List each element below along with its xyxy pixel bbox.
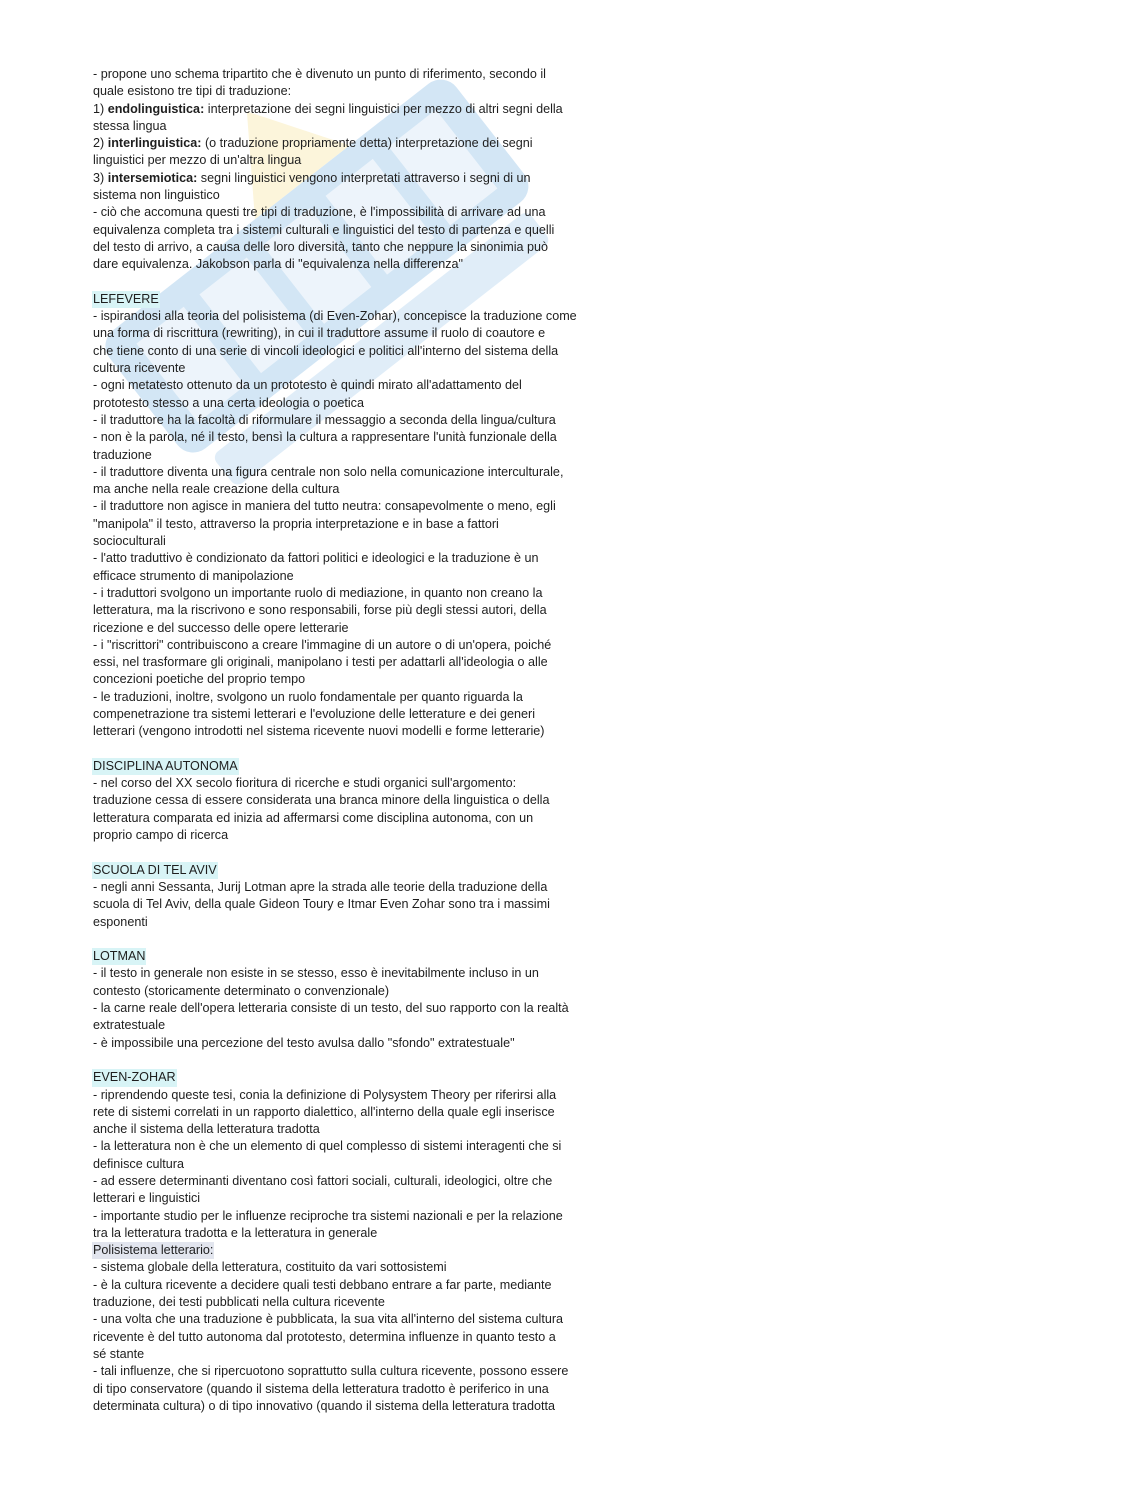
list-number: 2) — [93, 136, 108, 151]
text-line: sé stante — [93, 1346, 145, 1361]
text-line: proprio campo di ricerca — [93, 828, 229, 843]
list-item-endolinguistica — [93, 101, 603, 118]
list-number: 3) — [93, 170, 108, 185]
text-line: - il traduttore diventa una figura centrale non solo nella comunicazione interculturale, — [93, 464, 564, 479]
section-lotman — [93, 948, 603, 1052]
text-span: (o traduzione propriamente detta) interpretazione dei segni — [201, 136, 533, 151]
text-line: letteratura, ma la riscrivono e sono responsabili, forse più degli stessi autori, della — [93, 603, 547, 618]
section-body — [93, 308, 603, 740]
text-line: - i "riscrittori" contribuiscono a creare l'immagine di un autore o di un'opera, poiché — [93, 637, 552, 652]
text-line: socioculturali — [93, 534, 166, 549]
text-line: di tipo conservatore (quando il sistema della letteratura tradotto è periferico in una — [93, 1381, 549, 1396]
text-span: segni linguistici vengono interpretati attraverso i segni di un — [197, 170, 531, 185]
section-body — [93, 879, 603, 931]
text-line: traduzione, dei testi pubblicati nella cultura ricevente — [93, 1295, 385, 1310]
text-line: sistema non linguistico — [93, 188, 220, 203]
text-line: letteratura comparata ed inizia ad affermarsi come disciplina autonoma, con un — [93, 810, 534, 825]
section-disciplina-autonoma — [93, 758, 603, 844]
term-endolinguistica: endolinguistica: — [107, 101, 205, 116]
text-line: una forma di riscrittura (rewriting), in cui il traduttore assume il ruolo di coautore e — [93, 326, 546, 341]
text-line: concezioni poetiche del proprio tempo — [93, 672, 306, 687]
text-line: essi, nel trasformare gli originali, manipolano i testi per adattarli all'ideologia o alle — [93, 655, 548, 670]
text-line: - il testo in generale non esiste in se stesso, esso è inevitabilmente incluso in un — [93, 966, 539, 981]
section-even-zohar — [93, 1069, 603, 1415]
text-line: - importante studio per le influenze reciproche tra sistemi nazionali e per la relazione — [93, 1208, 563, 1223]
section-heading: LOTMAN — [92, 948, 146, 965]
subsection-body — [93, 1259, 603, 1415]
text-line: - è la cultura ricevente a decidere quali testi debbano entrare a far parte, mediante — [93, 1277, 552, 1292]
text-line: - ispirandosi alla teoria del polisistema (di Even-Zohar), concepisce la traduzione come — [93, 309, 577, 324]
text-line: definisce cultura — [93, 1156, 185, 1171]
text-line: "manipola" il testo, attraverso la propria interpretazione e in base a fattori — [93, 516, 499, 531]
section-body — [93, 1087, 603, 1243]
text-line: anche il sistema della letteratura tradotta — [93, 1122, 320, 1137]
text-line: - non è la parola, né il testo, bensì la cultura a rappresentare l'unità funzionale della — [93, 430, 557, 445]
text-line: - sistema globale della letteratura, costituito da vari sottosistemi — [93, 1260, 447, 1275]
text-line: linguistici per mezzo di un'altra lingua — [93, 153, 302, 168]
text-line: - ogni metatesto ottenuto da un prototesto è quindi mirato all'adattamento del — [93, 378, 522, 393]
text-line: ma anche nella reale creazione della cultura — [93, 482, 340, 497]
text-line: - i traduttori svolgono un importante ruolo di mediazione, in quanto non creano la — [93, 585, 543, 600]
text-line: dare equivalenza. Jakobson parla di "equivalenza nella differenza" — [93, 257, 463, 272]
text-line: - ad essere determinanti diventano così fattori sociali, culturali, ideologici, oltre che — [93, 1174, 553, 1188]
text-line: - la letteratura non è che un elemento di quel complesso di sistemi interagenti che si — [93, 1139, 562, 1154]
text-span: interpretazione dei segni linguistici per mezzo di altri segni della — [204, 101, 563, 116]
text-line: - nel corso del XX secolo fioritura di ricerche e studi organici sull'argomento: — [93, 776, 517, 791]
text-line: - ciò che accomuna questi tre tipi di traduzione, è l'impossibilità di arrivare ad una — [93, 205, 546, 220]
section-scuola-tel-aviv — [93, 862, 603, 931]
text-line: tra la letteratura tradotta e la letteratura in generale — [93, 1225, 378, 1240]
text-line: del testo di arrivo, a causa delle loro diversità, tanto che neppure la sinonimia può — [93, 239, 549, 254]
list-item-interlinguistica — [93, 135, 603, 152]
term-intersemiotica: intersemiotica: — [107, 170, 198, 185]
list-number: 1) — [93, 101, 108, 116]
text-line: traduzione cessa di essere considerata una branca minore della linguistica o della — [93, 793, 550, 808]
text-line: - la carne reale dell'opera letteraria consiste di un testo, del suo rapporto con la realtà — [93, 1001, 569, 1016]
text-line: - tali influenze, che si ripercuotono soprattutto sulla cultura ricevente, possono essere — [93, 1364, 569, 1379]
section-body — [93, 775, 603, 844]
text-line: - una volta che una traduzione è pubblicata, la sua vita all'interno del sistema cultura — [93, 1312, 564, 1327]
text-line: - l'atto traduttivo è condizionato da fattori politici e ideologici e la traduzione è un — [93, 551, 539, 566]
section-heading: LEFEVERE — [92, 291, 160, 308]
text-line: - le traduzioni, inoltre, svolgono un ruolo fondamentale per quanto riguarda la — [93, 689, 523, 704]
text-line: stessa lingua — [93, 118, 167, 133]
text-line: - il traduttore ha la facoltà di riformulare il messaggio a seconda della lingua/cultura — [93, 412, 556, 427]
text-line: extratestuale — [93, 1018, 166, 1033]
text-line: compenetrazione tra sistemi letterari e l'evoluzione delle letterature e dei generi — [93, 706, 536, 721]
text-line: che tiene conto di una serie di vincoli ideologici e politici all'interno del sistema della — [93, 343, 559, 358]
text-line: ricezione e del successo delle opere letterarie — [93, 620, 349, 635]
section-heading: EVEN-ZOHAR — [92, 1069, 177, 1086]
text-line: - il traduttore non agisce in maniera del tutto neutra: consapevolmente o meno, egli — [93, 499, 556, 514]
text-line: prototesto stesso a una certa ideologia o poetica — [93, 395, 364, 410]
section-heading: SCUOLA DI TEL AVIV — [92, 862, 218, 879]
text-line: traduzione — [93, 447, 152, 462]
text-line: contesto (storicamente determinato o convenzionale) — [93, 983, 390, 998]
term-interlinguistica: interlinguistica: — [107, 136, 202, 151]
text-line: letterari (vengono introdotti nel sistema ricevente nuovi modelli e forme letterarie) — [93, 724, 545, 739]
text-line: ricevente è del tutto autonoma dal prototesto, determina influenze in quanto testo a — [93, 1329, 556, 1344]
section-heading: DISCIPLINA AUTONOMA — [92, 758, 239, 775]
section-body — [93, 965, 603, 1051]
intro-section — [93, 66, 603, 274]
text-line: - negli anni Sessanta, Jurij Lotman apre la strada alle teorie della traduzione della — [93, 879, 548, 894]
text-line: determinata cultura) o di tipo innovativo (quando il sistema della letteratura tradotta — [93, 1398, 556, 1413]
text-line: rete di sistemi correlati in un rapporto dialettico, all'interno della quale egli inserisce — [93, 1104, 555, 1119]
text-line: letterari e linguistici — [93, 1191, 201, 1206]
text-line: scuola di Tel Aviv, della quale Gideon Toury e Itmar Even Zohar sono tra i massimi — [93, 897, 550, 912]
text-line: cultura ricevente — [93, 361, 186, 376]
section-lefevere — [93, 291, 603, 741]
text-line: - riprendendo queste tesi, conia la definizione di Polysystem Theory per riferirsi alla — [93, 1087, 557, 1102]
text-line: equivalenza completa tra i sistemi culturali e linguistici del testo di partenza e quelli — [93, 222, 555, 237]
text-line: - è impossibile una percezione del testo avulsa dallo "sfondo" extratestuale" — [93, 1035, 515, 1050]
text-line: quale esistono tre tipi di traduzione: — [93, 84, 292, 99]
text-line: - propone uno schema tripartito che è divenuto un punto di riferimento, secondo il — [93, 67, 546, 81]
list-item-intersemiotica — [93, 170, 603, 187]
text-line: efficace strumento di manipolazione — [93, 568, 294, 583]
text-line: esponenti — [93, 914, 148, 929]
subsection-heading: Polisistema letterario: — [92, 1242, 214, 1259]
document-page — [93, 66, 603, 1415]
